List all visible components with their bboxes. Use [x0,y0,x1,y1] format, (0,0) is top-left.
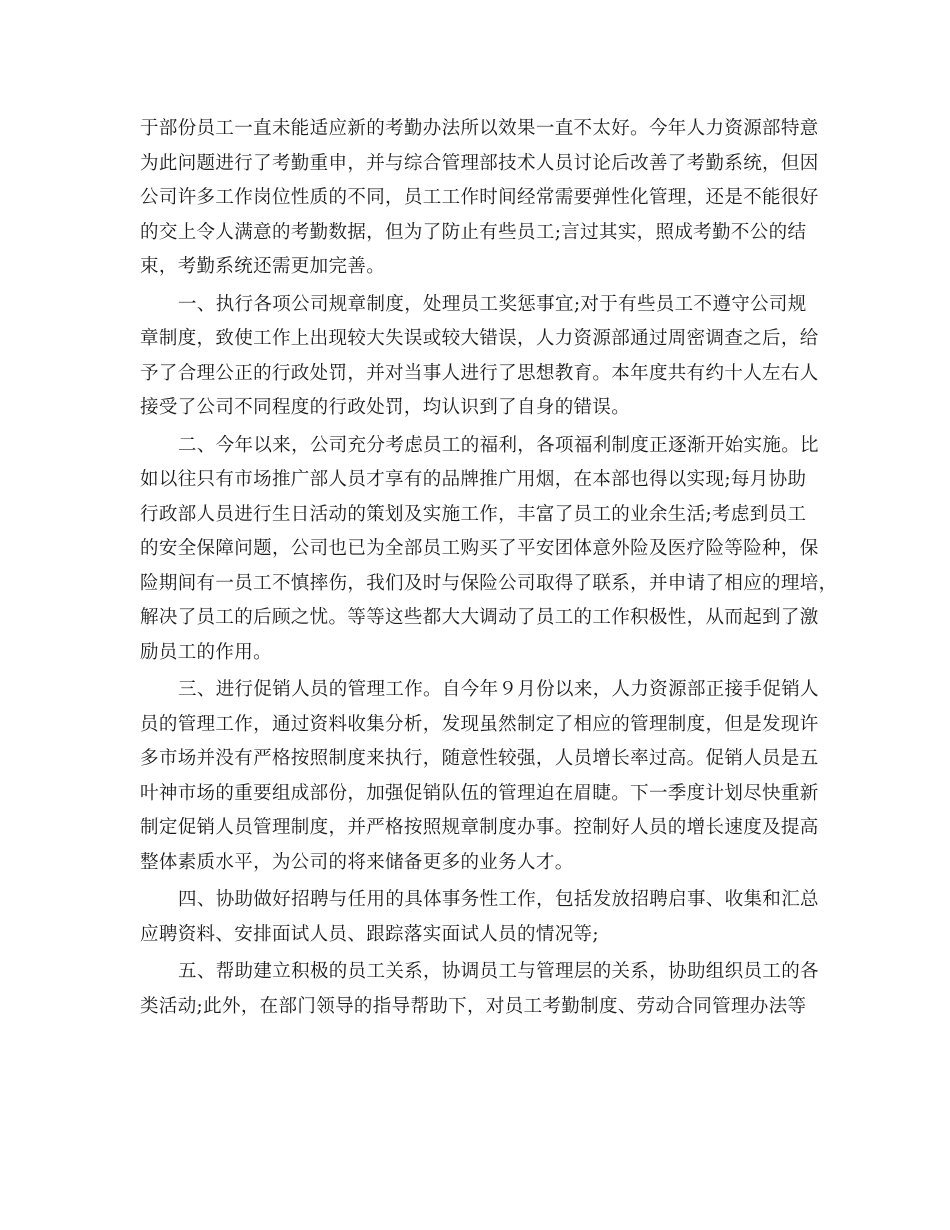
paragraph [140,112,820,285]
text-line: 励员工的作用。 [140,641,272,663]
text-line: 章制度，致使工作上出现较大失误或较大错误，人力资源部通过周密调查之后，给 [140,328,819,349]
paragraph [140,955,820,1024]
text-line: 员的管理工作，通过资料收集分析，发现虽然制定了相应的管理制度，但是发现许 [140,713,819,735]
paragraph [140,883,820,952]
paragraph [140,429,838,671]
document-body [140,112,838,1024]
text-line: 解决了员工的后顾之忧。等等这些都大大调动了员工的工作积极性，从而起到了激 [140,607,819,628]
text-line: 整体素质水平，为公司的将来储备更多的业务人才。 [140,851,574,873]
text-line: 类活动;此外，在部门领导的指导帮助下，对员工考勤制度、劳动合同管理办法等 [140,995,807,1017]
text-line: 如以往只有市场推广部人员才享有的品牌推广用烟，在本部也得以实现;每月协助 [140,469,807,490]
text-line: 于部份员工一直未能适应新的考勤办法所以效果一直不太好。今年人力资源部特意 [140,118,819,139]
text-line: 多市场并没有严格按照制度来执行，随意性较强，人员增长率过高。促销人员是五 [140,748,819,769]
paragraph [140,288,820,426]
text-line: 行政部人员进行生日活动的策划及实施工作，丰富了员工的业余生活;考虑到员工 [140,503,807,525]
text-line: 制定促销人员管理制度，并严格按照规章制度办事。控制好人员的增长速度及提高 [140,817,819,838]
text-line: 束，考勤系统还需更加完善。 [140,256,386,277]
paragraph [140,673,820,880]
text-line: 四、协助做好招聘与任用的具体事务性工作，包括发放招聘启事、收集和汇总 [178,889,819,910]
text-line: 予了合理公正的行政处罚，并对当事人进行了思想教育。本年度共有约十人左右人 [140,362,819,384]
text-line: 公司许多工作岗位性质的不同，员工工作时间经常需要弹性化管理，还是不能很好 [140,187,819,208]
text-line: 叶神市场的重要组成部份，加强促销队伍的管理迫在眉睫。下一季度计划尽快重新 [140,782,819,804]
text-line: 二、今年以来，公司充分考虑员工的福利，各项福利制度正逐渐开始实施。比 [178,434,819,456]
text-line: 一、执行各项公司规章制度，处理员工奖惩事宜;对于有些员工不遵守公司规 [178,293,807,315]
text-line: 险期间有一员工不慎摔伤，我们及时与保险公司取得了联系，并申请了相应的理培， [140,572,838,594]
text-line: 五、帮助建立积极的员工关系，协调员工与管理层的关系，协助组织员工的各 [178,961,819,982]
text-line: 的安全保障问题，公司也已为全部员工购买了平安团体意外险及医疗险等险种，保 [140,538,819,559]
text-line: 为此问题进行了考勤重申，并与综合管理部技术人员讨论后改善了考勤系统，但因 [140,152,819,174]
text-line: 应聘资料、安排面试人员、跟踪落实面试人员的情况等; [140,923,599,945]
text-line: 三、进行促销人员的管理工作。自今年９月份以来，人力资源部正接手促销人 [178,679,819,700]
text-line: 接受了公司不同程度的行政处罚，均认识到了自身的错误。 [140,397,631,418]
text-line: 的交上令人满意的考勤数据，但为了防止有些员工;言过其实，照成考勤不公的结 [140,221,807,243]
